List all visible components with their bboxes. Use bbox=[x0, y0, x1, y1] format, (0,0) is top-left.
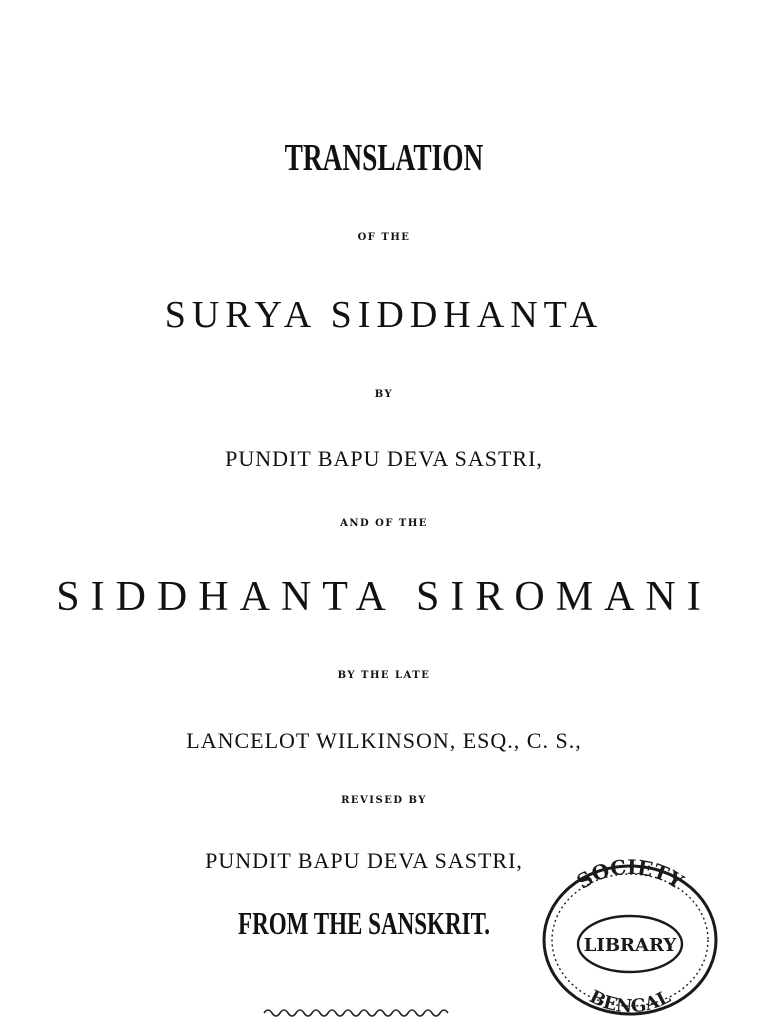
second-translator-name: LANCELOT WILKINSON, ESQ., C. S., bbox=[186, 728, 582, 753]
revised-by-connector: REVISED BY bbox=[341, 795, 427, 806]
library-stamp-icon bbox=[535, 848, 725, 1020]
by-connector: BY bbox=[374, 389, 394, 400]
page-title: TRANSLATION bbox=[284, 137, 484, 179]
stamp-center-text: LIBRARY bbox=[583, 935, 677, 956]
reviser-name: PUNDIT BAPU DEVA SASTRI, bbox=[205, 848, 523, 873]
stamp-bottom-text: BENGAL bbox=[586, 986, 674, 1018]
of-the-connector: OF THE bbox=[357, 232, 411, 243]
translator-name: PUNDIT BAPU DEVA SASTRI, bbox=[225, 446, 543, 471]
and-of-the-connector: AND OF THE bbox=[340, 518, 428, 529]
from-sanskrit-line: FROM THE SANSKRIT. bbox=[238, 905, 490, 941]
siddhanta-siromani-heading: SIDDHANTA SIROMANI bbox=[56, 574, 712, 620]
by-the-late-connector: BY THE LATE bbox=[337, 670, 431, 681]
surya-siddhanta-heading: SURYA SIDDHANTA bbox=[164, 294, 604, 336]
decorative-rule bbox=[262, 1006, 452, 1020]
stamp-top-text: SOCIETY bbox=[572, 854, 688, 894]
